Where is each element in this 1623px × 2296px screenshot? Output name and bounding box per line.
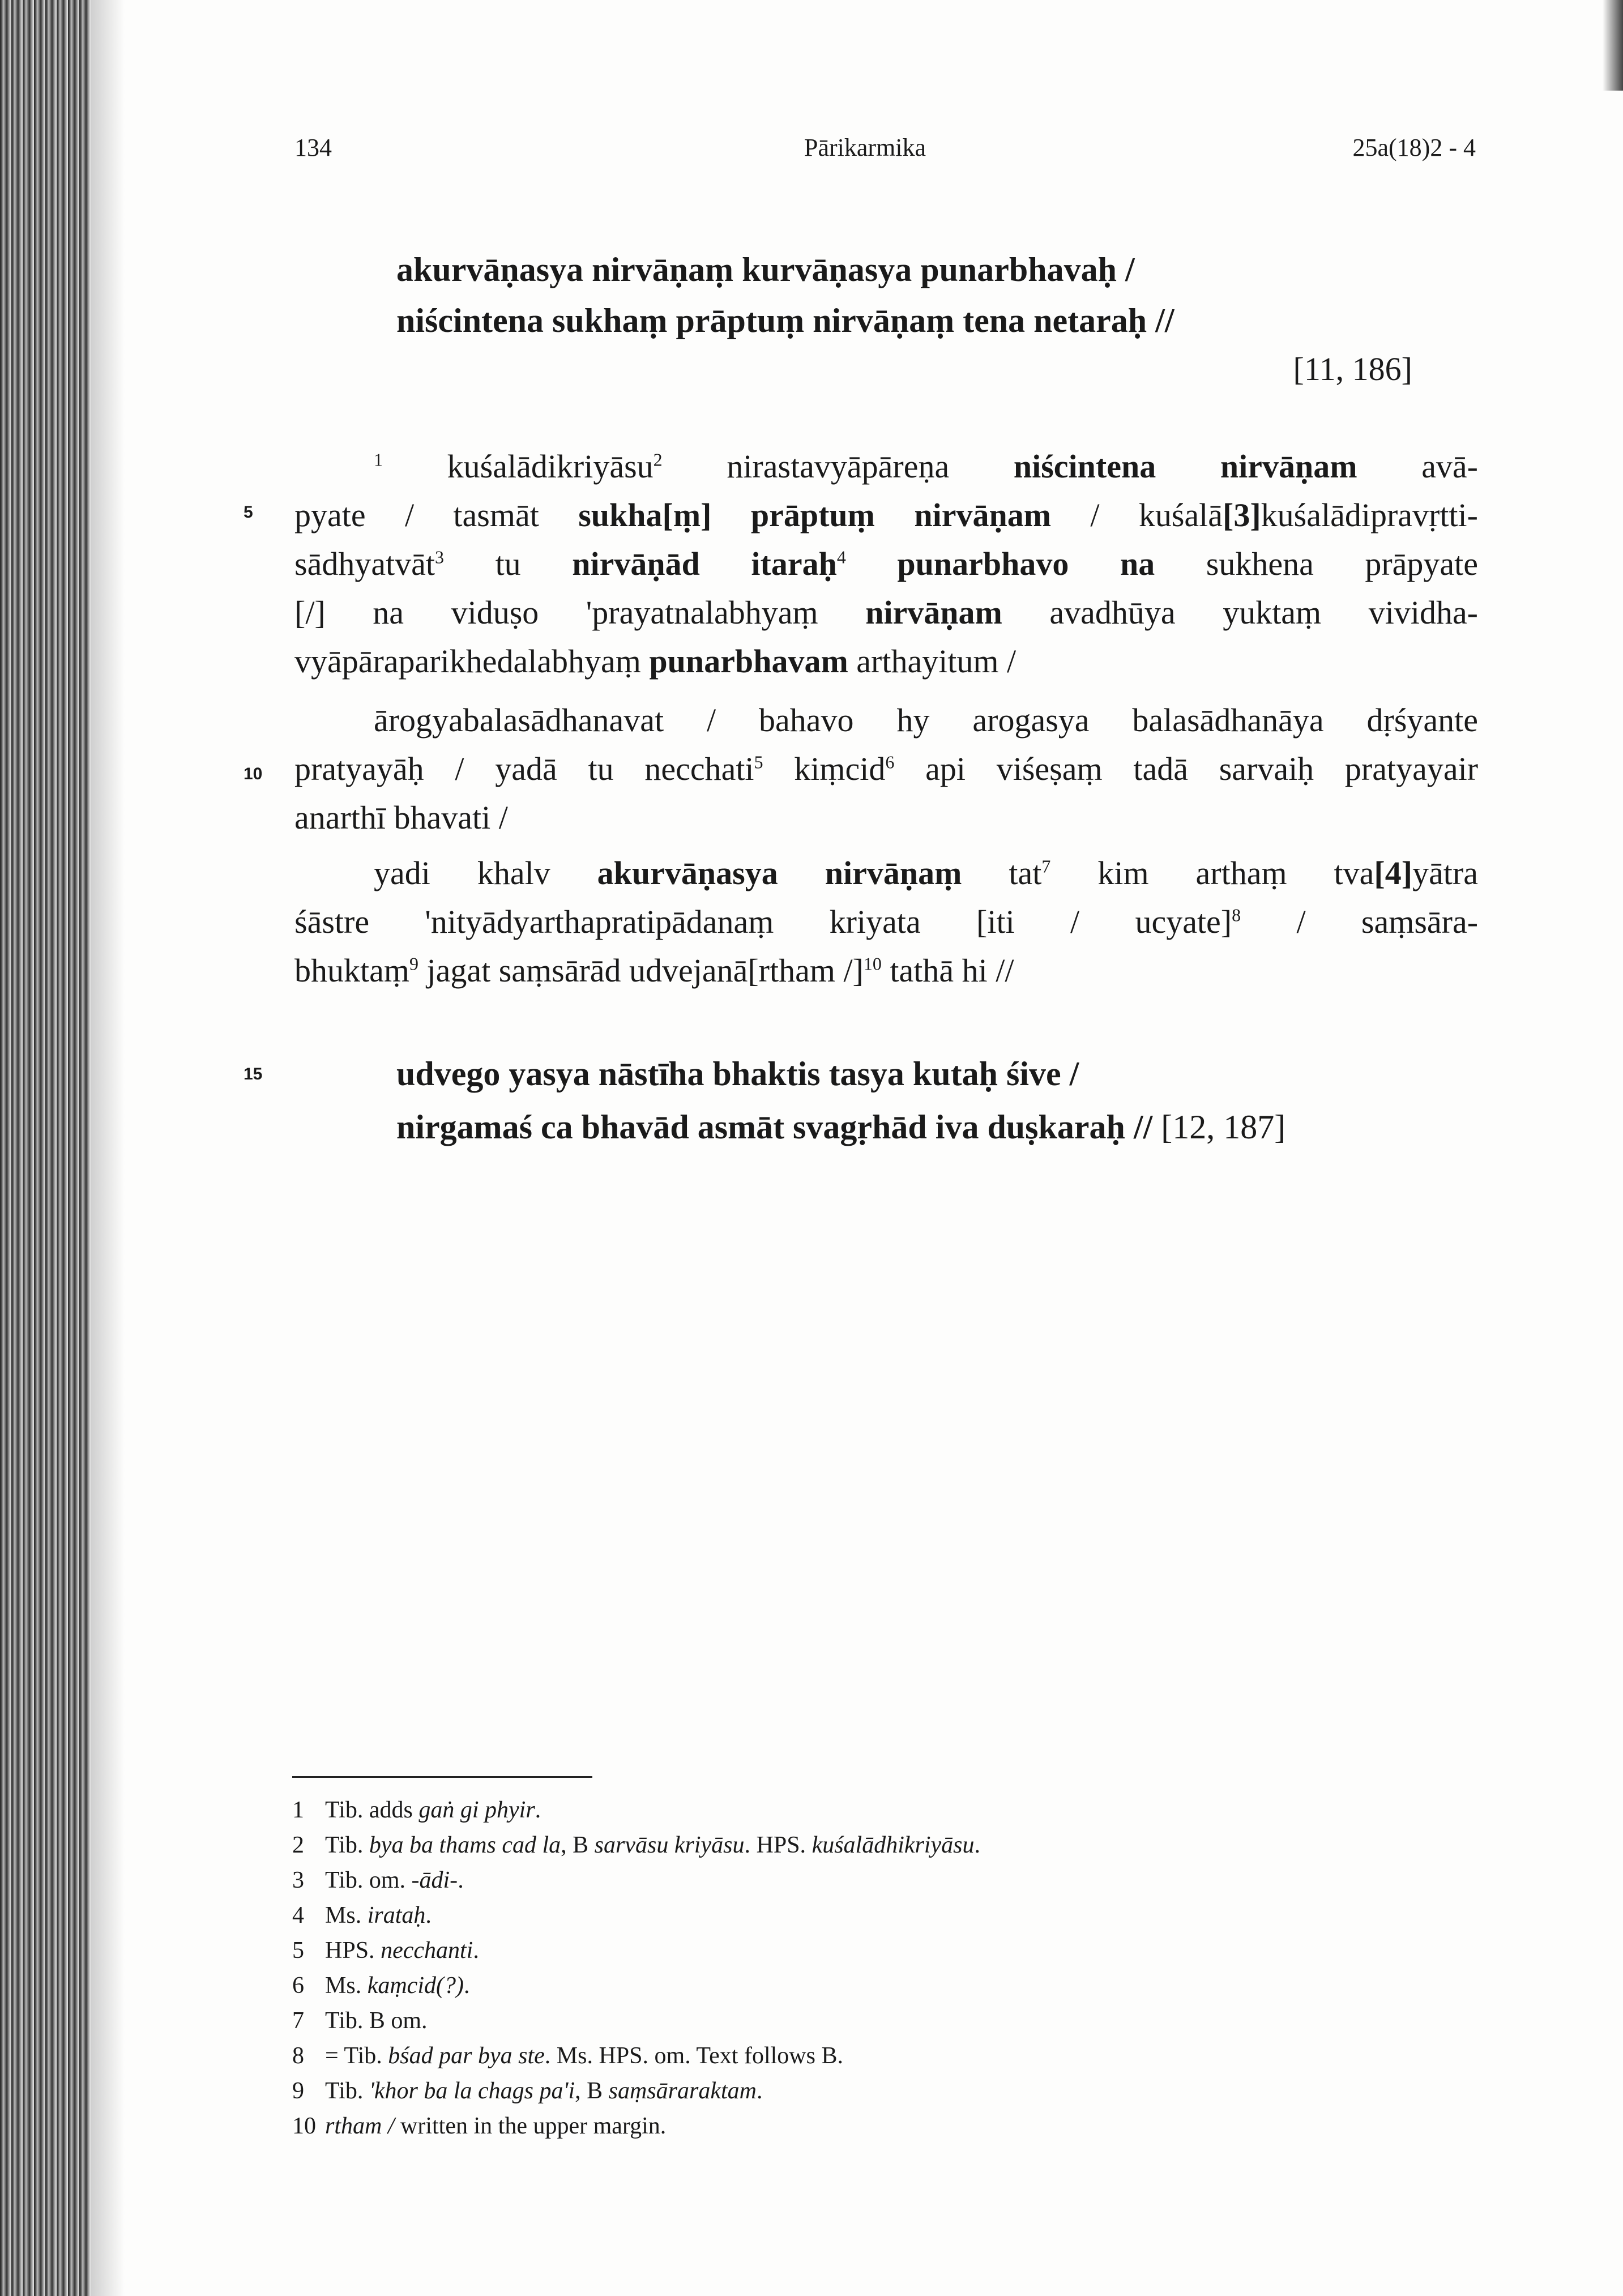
commentary-line-9: yadi khalv akurvāṇasya nirvāṇaṃ tat$^7$ kim arthaṃ tva[4]yātra <box>374 855 1478 891</box>
footnote-6: 6 Ms. kaṃcid(?). <box>292 1973 470 1999</box>
page-number: 134 <box>294 134 332 161</box>
line-number-15: 15 <box>244 1065 263 1083</box>
folio-reference: 25a(18)2 - 4 <box>1352 134 1476 161</box>
verse-1-line-1: akurvāṇasya nirvāṇaṃ kurvāṇasya punarbhavaḥ / <box>396 251 1135 288</box>
line-number-10: 10 <box>244 765 263 783</box>
book-edge <box>0 0 91 2296</box>
commentary-line-2: pyate / tasmāt sukha[ṃ] prāptuṃ nirvāṇam / kuśalā[3]kuśalādipravṛtti- <box>294 497 1478 534</box>
book-edge-shadow <box>91 0 125 2296</box>
commentary-line-10: śāstre 'nityādyarthapratipādanaṃ kriyata [iti / ucyate]$^8$ / saṃsāra- <box>294 903 1479 940</box>
footnote-9: 9 Tib. 'khor ba la chags pa'i, B saṃsāraraktam. <box>292 2078 763 2104</box>
commentary-line-4: [/] na viduṣo 'prayatnalabhyaṃ nirvāṇam avadhūya yuktaṃ vividha- <box>294 594 1478 631</box>
footnote-10: 10 rtham / written in the upper margin. <box>292 2113 667 2139</box>
page-corner-shadow <box>1603 0 1623 91</box>
footnote-4: 4 Ms. irataḥ. <box>292 1902 432 1928</box>
commentary-line-7: pratyayāḥ / yadā tu necchati$^5$ kiṃcid$^6$ api viśeṣaṃ tadā sarvaiḥ pratyayair <box>294 750 1479 787</box>
commentary-line-6: ārogyabalasādhanavat / bahavo hy arogasya balasādhanāya dṛśyante <box>374 702 1478 739</box>
running-title: Pārikarmika <box>804 134 926 161</box>
verse-2-line-1: udvego yasya nāstīha bhaktis tasya kutaḥ śive / <box>396 1055 1079 1092</box>
footnote-8: 8 = Tib. bśad par bya ste. Ms. HPS. om. Text follows B. <box>292 2043 843 2069</box>
commentary-line-11: bhuktaṃ$^9$ jagat saṃsārād udvejanā[rtham /]$^{10}$ tathā hi // <box>294 952 1014 989</box>
footnote-3: 3 Tib. om. -ādi-. <box>292 1867 464 1893</box>
footnote-7: 7 Tib. B om. <box>292 2008 428 2034</box>
commentary-line-1: $^1$ kuśalādikriyāsu$^2$ nirastavyāpāreṇa niścintena nirvāṇam avā- <box>374 448 1478 485</box>
verse-1-line-2: niścintena sukhaṃ prāptuṃ nirvāṇaṃ tena netaraḥ // <box>396 302 1174 339</box>
footnote-5: 5 HPS. necchanti. <box>292 1937 479 1964</box>
commentary-line-5: vyāpāraparikhedalabhyaṃ punarbhavam arthayitum / <box>294 643 1016 680</box>
verse-2-line-2: nirgamaś ca bhavād asmāt svagṛhād iva duṣkaraḥ // [12, 187] <box>396 1108 1286 1146</box>
commentary-line-8: anarthī bhavati / <box>294 799 508 836</box>
commentary-line-3: sādhyatvāt$^3$ tu nirvāṇād itaraḥ$^4$ punarbhavo na sukhena prāpyate <box>294 545 1479 582</box>
verse-2-reference: [12, 187] <box>1152 1108 1286 1146</box>
line-number-5: 5 <box>244 503 253 522</box>
verse-1-reference: [11, 186] <box>1293 351 1412 387</box>
footnote-1: 1 Tib. adds gaṅ gi phyir. <box>292 1797 541 1823</box>
footnote-rule <box>292 1776 592 1778</box>
footnote-2: 2 Tib. bya ba thams cad la, B sarvāsu kriyāsu. HPS. kuśalādhikriyāsu. <box>292 1832 981 1858</box>
